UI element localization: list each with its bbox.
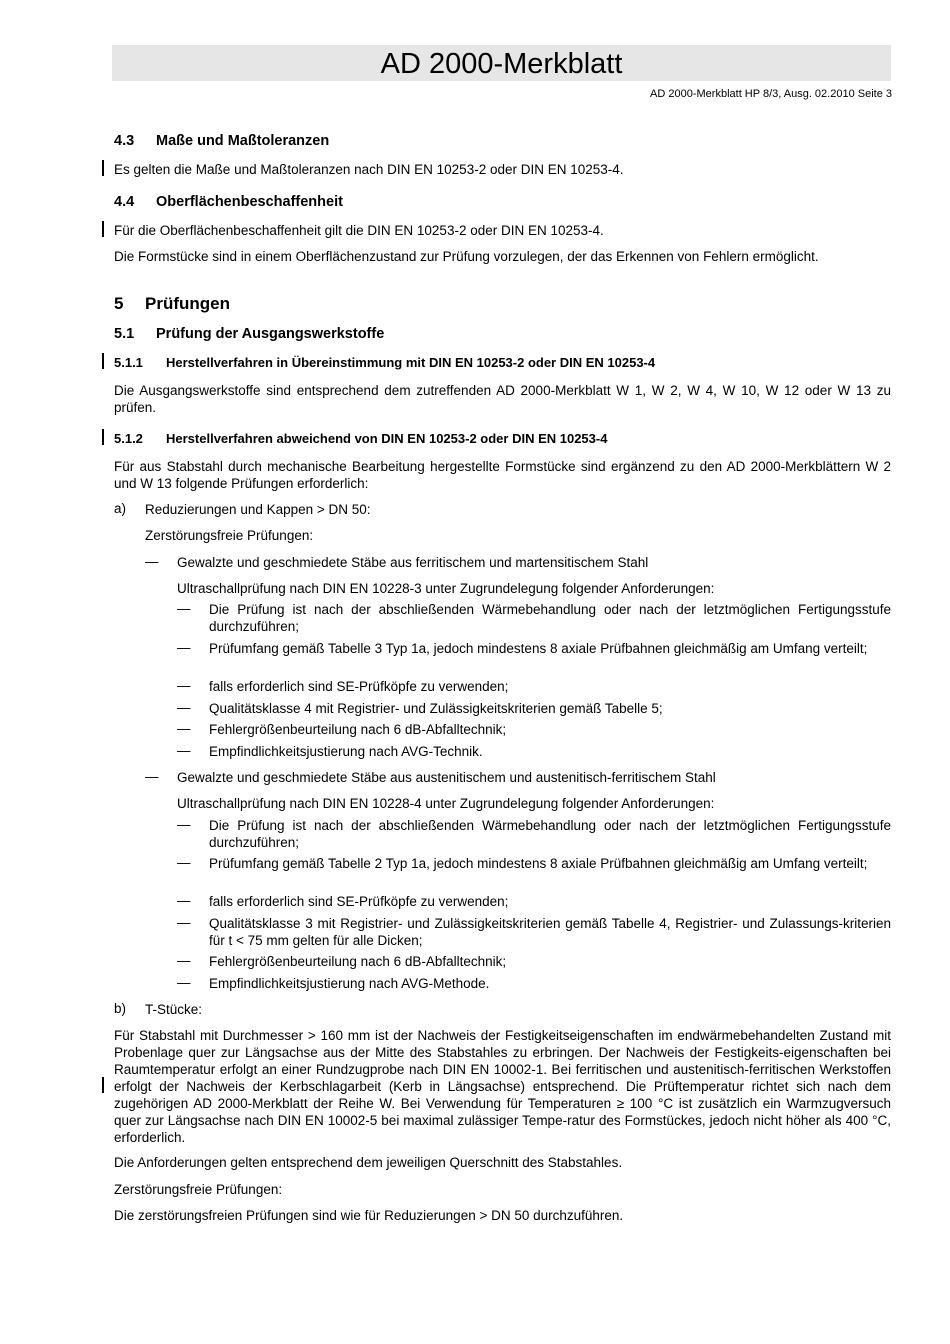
heading-number: 5.1 <box>114 326 135 342</box>
paragraph: Die Formstücke sind in einem Oberflächenzustand zur Prüfung vorzulegen, der das Erkennen von Fehlern ermöglicht. <box>114 249 819 264</box>
dash-bullet: — <box>177 721 191 736</box>
change-bar <box>102 429 104 445</box>
list-item: falls erforderlich sind SE-Prüfköpfe zu verwenden; <box>209 894 509 909</box>
paragraph: Für die Oberflächenbeschaffenheit gilt die DIN EN 10253-2 oder DIN EN 10253-4. <box>114 223 604 238</box>
paragraph: Die zerstörungsfreien Prüfungen sind wie für Reduzierungen > DN 50 durchzuführen. <box>114 1208 624 1223</box>
heading-text: Prüfung der Ausgangswerkstoffe <box>156 326 385 342</box>
list-item: falls erforderlich sind SE-Prüfköpfe zu verwenden; <box>209 679 509 694</box>
dash-bullet: — <box>177 953 191 968</box>
dash-bullet: — <box>177 601 191 616</box>
heading-5-1 <box>114 326 384 342</box>
paragraph: Die Anforderungen gelten entsprechend dem jeweiligen Querschnitt des Stabstahles. <box>114 1155 623 1170</box>
paragraph: Zerstörungsfreie Prüfungen: <box>145 528 314 543</box>
list-item: Die Prüfung ist nach der abschließenden Wärmebehandlung oder nach der letztmöglichen Fertigungsstufe durchzuführen; <box>209 818 891 850</box>
change-bar <box>102 221 104 237</box>
list-item: Fehlergrößenbeurteilung nach 6 dB-Abfalltechnik; <box>209 954 507 969</box>
paragraph: Die Ausgangswerkstoffe sind entsprechend dem zutreffenden AD 2000-Merkblatt W 1, W 2, W 4, W 10, W 12 oder W 13 zu prüfen. <box>114 383 891 415</box>
heading-text: Oberflächenbeschaffenheit <box>156 194 343 210</box>
list-item-a: Reduzierungen und Kappen > DN 50: <box>145 502 371 517</box>
heading-number: 4.4 <box>114 194 135 210</box>
list-item: Die Prüfung ist nach der abschließenden Wärmebehandlung oder nach der letztmöglichen Fertigungsstufe durchzuführen; <box>209 602 891 634</box>
dash-bullet: — <box>177 855 191 870</box>
dash-bullet: — <box>177 817 191 832</box>
heading-text: Prüfungen <box>145 294 230 313</box>
dash-bullet: — <box>177 743 191 758</box>
heading-number: 5.1.2 <box>114 431 143 446</box>
list-item: Prüfumfang gemäß Tabelle 3 Typ 1a, jedoch mindestens 8 axiale Prüfbahnen gleichmäßig am Umfang verteilt; <box>209 641 868 656</box>
heading-4-3 <box>114 133 329 149</box>
heading-text: Herstellverfahren abweichend von DIN EN 10253-2 oder DIN EN 10253-4 <box>166 431 608 446</box>
dash-bullet: — <box>177 915 191 930</box>
heading-5-1-1 <box>114 355 655 370</box>
paragraph: Ultraschallprüfung nach DIN EN 10228-3 unter Zugrundelegung folgender Anforderungen: <box>177 581 715 596</box>
list-item: Qualitätsklasse 4 mit Registrier- und Zulässigkeitskriterien gemäß Tabelle 5; <box>209 701 663 716</box>
paragraph: Es gelten die Maße und Maßtoleranzen nach DIN EN 10253-2 oder DIN EN 10253-4. <box>114 162 624 177</box>
list-item: Empfindlichkeitsjustierung nach AVG-Methode. <box>209 976 490 991</box>
list-label-a: a) <box>114 501 127 516</box>
heading-text: Herstellverfahren in Übereinstimmung mit DIN EN 10253-2 oder DIN EN 10253-4 <box>166 355 656 370</box>
paragraph: Zerstörungsfreie Prüfungen: <box>114 1182 283 1197</box>
heading-number: 5.1.1 <box>114 355 143 370</box>
heading-5-1-2 <box>114 431 607 446</box>
running-head: AD 2000-Merkblatt HP 8/3, Ausg. 02.2010 Seite 3 <box>650 88 892 100</box>
dash-bullet: — <box>177 893 191 908</box>
heading-4-4 <box>114 194 343 210</box>
dash-bullet: — <box>145 769 159 784</box>
heading-number: 5 <box>114 294 124 313</box>
list-item: Gewalzte und geschmiedete Stäbe aus ferritischem und martensitischem Stahl <box>177 555 649 570</box>
list-label-b: b) <box>114 1001 127 1016</box>
page-title: AD 2000-Merkblatt <box>112 45 891 81</box>
paragraph: Ultraschallprüfung nach DIN EN 10228-4 unter Zugrundelegung folgender Anforderungen: <box>177 796 715 811</box>
list-item: Qualitätsklasse 3 mit Registrier- und Zulässigkeitskriterien gemäß Tabelle 4, Registrier- und Zulassungs-kriterien für t < 75 mm gelten für alle Dicken; <box>209 916 891 948</box>
change-bar <box>102 160 104 176</box>
list-item: Gewalzte und geschmiedete Stäbe aus austenitischem und austenitisch-ferritischem Stahl <box>177 770 716 785</box>
heading-number: 4.3 <box>114 133 135 149</box>
list-item: Empfindlichkeitsjustierung nach AVG-Technik. <box>209 744 483 759</box>
dash-bullet: — <box>145 554 159 569</box>
change-bar <box>102 353 104 369</box>
list-item: Prüfumfang gemäß Tabelle 2 Typ 1a, jedoch mindestens 8 axiale Prüfbahnen gleichmäßig am Umfang verteilt; <box>209 856 868 871</box>
paragraph: Für aus Stabstahl durch mechanische Bearbeitung hergestellte Formstücke sind ergänzend zu den AD 2000-Merkblättern W 2 und W 13 folgende Prüfungen erforderlich: <box>114 459 891 491</box>
heading-text: Maße und Maßtoleranzen <box>156 133 330 149</box>
paragraph: Für Stabstahl mit Durchmesser > 160 mm ist der Nachweis der Festigkeitseigenschaften im endwärmebehandelten Zustand mit Probenlage quer zur Längsachse aus der Mitte des Stabstahles zu erbringen. Der Nachweis der Festigkeits-eigenschaften bei Raumtemperatur erfolgt an einer Rundzugprobe nach DIN EN 10002-1. Bei ferritischen und austenitisch-ferritischen Werkstoffen erfolgt der Nachweis der Kerbschlagarbeit (Kerb in Längsachse) entsprechend. Die Prüftemperatur richtet sich nach dem zugehörigen AD 2000-Merkblatt der Reihe W. Bei Verwendung für Temperaturen ≥ 100 °C ist zusätzlich ein Warmzugversuch quer zur Längsachse nach DIN EN 10002-5 bei maximal zulässiger Tempe-ratur des Formstückes, jedoch nicht höher als 400 °C, erforderlich. <box>114 1028 891 1145</box>
list-item-b: T-Stücke: <box>145 1002 203 1017</box>
dash-bullet: — <box>177 975 191 990</box>
heading-5 <box>114 294 230 314</box>
change-bar <box>102 1077 104 1093</box>
dash-bullet: — <box>177 700 191 715</box>
dash-bullet: — <box>177 640 191 655</box>
list-item: Fehlergrößenbeurteilung nach 6 dB-Abfalltechnik; <box>209 722 507 737</box>
dash-bullet: — <box>177 678 191 693</box>
